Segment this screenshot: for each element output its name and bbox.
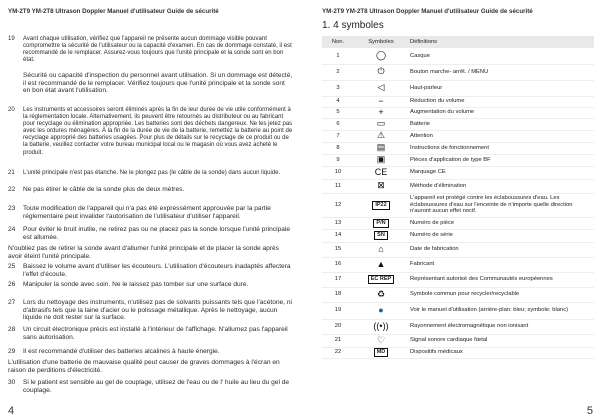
table-row xyxy=(322,96,594,107)
row-symbol xyxy=(354,48,408,64)
list-item xyxy=(8,263,293,278)
heart-signal-icon: ♡ xyxy=(376,334,386,345)
row-definition: Batterie xyxy=(408,118,594,130)
symbols-table-body xyxy=(322,48,594,358)
row-definition: Augmentation du volume xyxy=(408,107,594,118)
list-item xyxy=(8,72,293,95)
item-number: 23 xyxy=(8,205,16,212)
list-item xyxy=(8,36,293,64)
row-number: 10 xyxy=(322,166,354,179)
row-definition: Réduction du volume xyxy=(408,96,594,107)
table-row xyxy=(322,107,594,118)
row-number: 15 xyxy=(322,242,354,257)
row-number: 20 xyxy=(322,319,354,334)
row-symbol xyxy=(354,287,408,302)
row-symbol xyxy=(354,272,408,287)
table-row xyxy=(322,118,594,130)
row-number: 6 xyxy=(322,118,354,130)
column-header-number: Non. xyxy=(322,36,354,48)
row-definition: Fabricant xyxy=(408,257,594,272)
row-number: 2 xyxy=(322,64,354,80)
list-item xyxy=(8,359,293,374)
column-header-symbols: Symboles xyxy=(354,36,408,48)
ec-rep-icon: EC REP xyxy=(368,275,394,284)
item-text: L'utilisation d'une batterie de mauvaise qualité peut causer de graves dommages à l'écran en raison de perditions d'électricité. xyxy=(8,359,280,374)
plus-icon: + xyxy=(378,106,384,117)
item-text: Les instruments et accessoires seront éliminés après la fin de leur durée de vie utile conformément à la réglementation locale. Alternativement, ils peuvent être retournés au distributeur ou au fabricant pour recyclage ou élimination appropriée. Les batteries sont des déchets dangereux. Ne les jetez pas avec les ordures ménagères. À la fin de la durée de vie de la batterie, remettez la batterie au point de recyclage approprié des batteries usagées. Pour plus de détails sur le recyclage de ce produit ou de la batterie, veuillez contacter votre bureau municipal local ou le magasin où vous avez acheté le produit. xyxy=(23,107,293,156)
page-header: YM-2T9 YM-2T8 Ultrason Doppler Manuel d'utilisateur Guide de sécurité xyxy=(322,8,533,15)
row-symbol xyxy=(354,319,408,334)
table-row xyxy=(322,48,594,64)
item-text: Pour éviter le bruit inutile, ne retirez pas ou ne placez pas la sonde lorsque l'unité principale est allumée. xyxy=(23,226,290,241)
row-number: 17 xyxy=(322,272,354,287)
row-definition: Pièces d'application de type BF xyxy=(408,154,594,166)
row-definition: Dispositifs médicaux xyxy=(408,347,594,358)
list-item xyxy=(8,107,293,157)
item-text: Sécurité ou capacité d'inspection du personnel avant utilisation. Si un dommage est détecté, il est recommandé de le remplacer. Vérifiez toujours que l'unité principale et la sonde sont en bon état avant l'utilisation. xyxy=(23,72,293,95)
recycle-icon: ♻ xyxy=(376,288,386,299)
headset-icon: ◯ xyxy=(375,50,387,61)
row-symbol xyxy=(354,166,408,179)
row-definition: Attention xyxy=(408,130,594,142)
table-row xyxy=(322,242,594,257)
manufacture-date-icon: ⌂ xyxy=(378,243,384,254)
row-number: 5 xyxy=(322,107,354,118)
row-symbol xyxy=(354,96,408,107)
warning-icon: ⚠ xyxy=(376,130,386,141)
item-text: Ne pas étirer le câble de la sonde plus de deux mètres. xyxy=(23,186,185,193)
list-item xyxy=(8,205,293,220)
row-definition: Bouton marche- arrêt. / MENU xyxy=(408,64,594,80)
row-number: 14 xyxy=(322,229,354,242)
item-text: Un circuit électronique précis est installé à l'intérieur de l'affichage. N'allumez pas l'appareil sans autorisation. xyxy=(23,326,288,341)
row-definition: Signal sonore cardiaque fœtal xyxy=(408,334,594,347)
row-symbol xyxy=(354,154,408,166)
row-symbol xyxy=(354,217,408,229)
item-text: Il est recommandé d'utiliser des batteries alcalines à haute énergie. xyxy=(23,348,220,355)
table-row xyxy=(322,142,594,154)
md-icon: MD xyxy=(374,348,389,357)
row-symbol xyxy=(354,242,408,257)
serial-number-icon: SN xyxy=(374,231,388,240)
list-item xyxy=(8,299,293,322)
ce-mark-icon: CE xyxy=(374,166,388,177)
type-bf-icon: ▣ xyxy=(376,154,386,165)
table-row xyxy=(322,272,594,287)
radiation-icon: ((•)) xyxy=(373,320,389,331)
item-text: Manipuler la sonde avec soin. Ne le laissez pas tomber sur une surface dure. xyxy=(23,281,249,288)
table-row xyxy=(322,347,594,358)
row-definition: Numéro de série xyxy=(408,229,594,242)
row-number: 13 xyxy=(322,217,354,229)
row-symbol xyxy=(354,229,408,242)
power-button-icon: ⏻ xyxy=(377,66,385,77)
row-number: 21 xyxy=(322,334,354,347)
row-definition: Date de fabrication xyxy=(408,242,594,257)
pn-text: P/N xyxy=(373,219,388,228)
right-page xyxy=(300,0,600,420)
row-definition: Numéro de pièce xyxy=(408,217,594,229)
row-number: 18 xyxy=(322,287,354,302)
item-text: N'oubliez pas de retirer la sonde avant d'allumer l'unité principale et de placer la sonde après avoir éteint l'unité principale. xyxy=(8,245,279,260)
item-text: Lors du nettoyage des instruments, n'utilisez pas de solvants puissants tels que l'acétone, ni d'abrasifs tels que la laine d'acier ou le polissage métallique. Après le nettoyage, aucun liquide ne doit rester sur la surface. xyxy=(23,299,292,322)
list-item xyxy=(8,326,293,341)
read-manual-icon: ● xyxy=(378,304,384,315)
row-definition: Rayonnement électromagnétique non ionisant xyxy=(408,319,594,334)
row-symbol xyxy=(354,80,408,96)
row-number: 22 xyxy=(322,347,354,358)
item-text: Avant chaque utilisation, vérifiez que l'appareil ne présente aucun dommage visible pouvant compromettre la sécurité de l'utilisateur ou la capacité d'examen. En cas de dommage constaté, il est recommandé de le remplacer. Assurez-vous toujours que l'unité principale et la sonde sont en bon état. xyxy=(23,36,292,64)
list-item xyxy=(8,186,293,194)
row-symbol xyxy=(354,193,408,217)
row-number: 12 xyxy=(322,193,354,217)
item-number: 19 xyxy=(8,36,15,42)
section-title: 1. 4 symboles xyxy=(322,20,384,31)
row-symbol xyxy=(354,64,408,80)
row-symbol xyxy=(354,302,408,319)
row-definition: Voir le manuel d'utilisation (arrière-plan: bleu; symbole: blanc) xyxy=(408,302,594,319)
row-symbol xyxy=(354,130,408,142)
row-number: 4 xyxy=(322,96,354,107)
manufacturer-icon: ▲ xyxy=(376,258,386,269)
list-item xyxy=(8,281,293,289)
manual-icon: ▤ xyxy=(376,142,386,153)
row-number: 8 xyxy=(322,142,354,154)
ip22-text: IP22 xyxy=(372,201,389,210)
item-number: 25 xyxy=(8,263,16,270)
row-number: 9 xyxy=(322,154,354,166)
row-symbol xyxy=(354,334,408,347)
row-symbol xyxy=(354,179,408,193)
row-number: 7 xyxy=(322,130,354,142)
page-number: 4 xyxy=(8,405,15,417)
table-row xyxy=(322,334,594,347)
row-definition: L'appareil est protégé contre les éclaboussures d'eau. Les éclaboussures d'eau sur l'enceinte de n'importe quelle direction n'auront aucun effet nocif. xyxy=(408,193,594,217)
list-item xyxy=(8,170,293,177)
row-definition: Méthode d'élimination xyxy=(408,179,594,193)
table-row xyxy=(322,217,594,229)
item-number: 22 xyxy=(8,186,16,193)
table-row xyxy=(322,64,594,80)
battery-icon: ▭ xyxy=(376,118,386,129)
row-definition: Instructions de fonctionnement xyxy=(408,142,594,154)
table-row xyxy=(322,179,594,193)
item-number: 26 xyxy=(8,281,16,288)
item-number: 28 xyxy=(8,326,16,333)
table-row xyxy=(322,193,594,217)
table-row xyxy=(322,166,594,179)
table-row xyxy=(322,154,594,166)
row-definition: Symbole commun pour recycler/recyclable xyxy=(408,287,594,302)
row-number: 1 xyxy=(322,48,354,64)
item-text: Baissez le volume avant d'utiliser les écouteurs. L'utilisation d'écouteurs inadaptés affectera l'effet d'écoute. xyxy=(23,263,291,278)
weee-bin-icon: ⊠ xyxy=(377,180,385,191)
item-number: 30 xyxy=(8,379,16,386)
table-row xyxy=(322,80,594,96)
minus-icon: − xyxy=(378,95,384,106)
item-number: 27 xyxy=(8,299,16,306)
row-symbol xyxy=(354,107,408,118)
row-number: 19 xyxy=(322,302,354,319)
row-symbol xyxy=(354,347,408,358)
table-row xyxy=(322,229,594,242)
column-header-definitions: Définitions xyxy=(408,36,594,48)
row-symbol xyxy=(354,142,408,154)
row-symbol xyxy=(354,118,408,130)
list-item xyxy=(8,348,293,356)
list-item xyxy=(8,379,293,394)
item-text: L'unité principale n'est pas étanche. Ne le plongez pas (le câble de la sonde) dans aucun liquide. xyxy=(23,170,281,176)
row-number: 11 xyxy=(322,179,354,193)
table-row xyxy=(322,287,594,302)
row-symbol xyxy=(354,257,408,272)
item-number: 21 xyxy=(8,170,15,176)
table-row xyxy=(322,319,594,334)
list-item xyxy=(8,245,293,260)
list-item xyxy=(8,226,293,241)
table-header-row xyxy=(322,36,594,48)
row-definition: Représentant autorisé des Communautés européennes xyxy=(408,272,594,287)
row-number: 16 xyxy=(322,257,354,272)
page-header: YM-2T9 YM-2T8 Ultrason Doppler Manuel d'utilisateur Guide de sécurité xyxy=(8,8,219,15)
table-row xyxy=(322,302,594,319)
item-number: 20 xyxy=(8,107,15,113)
symbols-table xyxy=(322,36,594,359)
item-text: Si le patient est sensible au gel de couplage, utilisez de l'eau ou de l' huile au lieu du gel de couplage. xyxy=(23,379,290,394)
table-row xyxy=(322,257,594,272)
row-definition: Casque xyxy=(408,48,594,64)
speaker-icon: ◁ xyxy=(377,82,385,93)
item-text: Toute modification de l'appareil qui n'a pas été expressément approuvée par la partie réglementaire peut invalider l'autorisation de l'utilisateur d'utiliser l'appareil. xyxy=(23,205,271,220)
table-row xyxy=(322,130,594,142)
item-number: 29 xyxy=(8,348,16,355)
item-number: 24 xyxy=(8,226,16,233)
page-number: 5 xyxy=(586,405,593,417)
row-definition: Haut-parleur xyxy=(408,80,594,96)
row-definition: Marquage CE xyxy=(408,166,594,179)
row-number: 3 xyxy=(322,80,354,96)
